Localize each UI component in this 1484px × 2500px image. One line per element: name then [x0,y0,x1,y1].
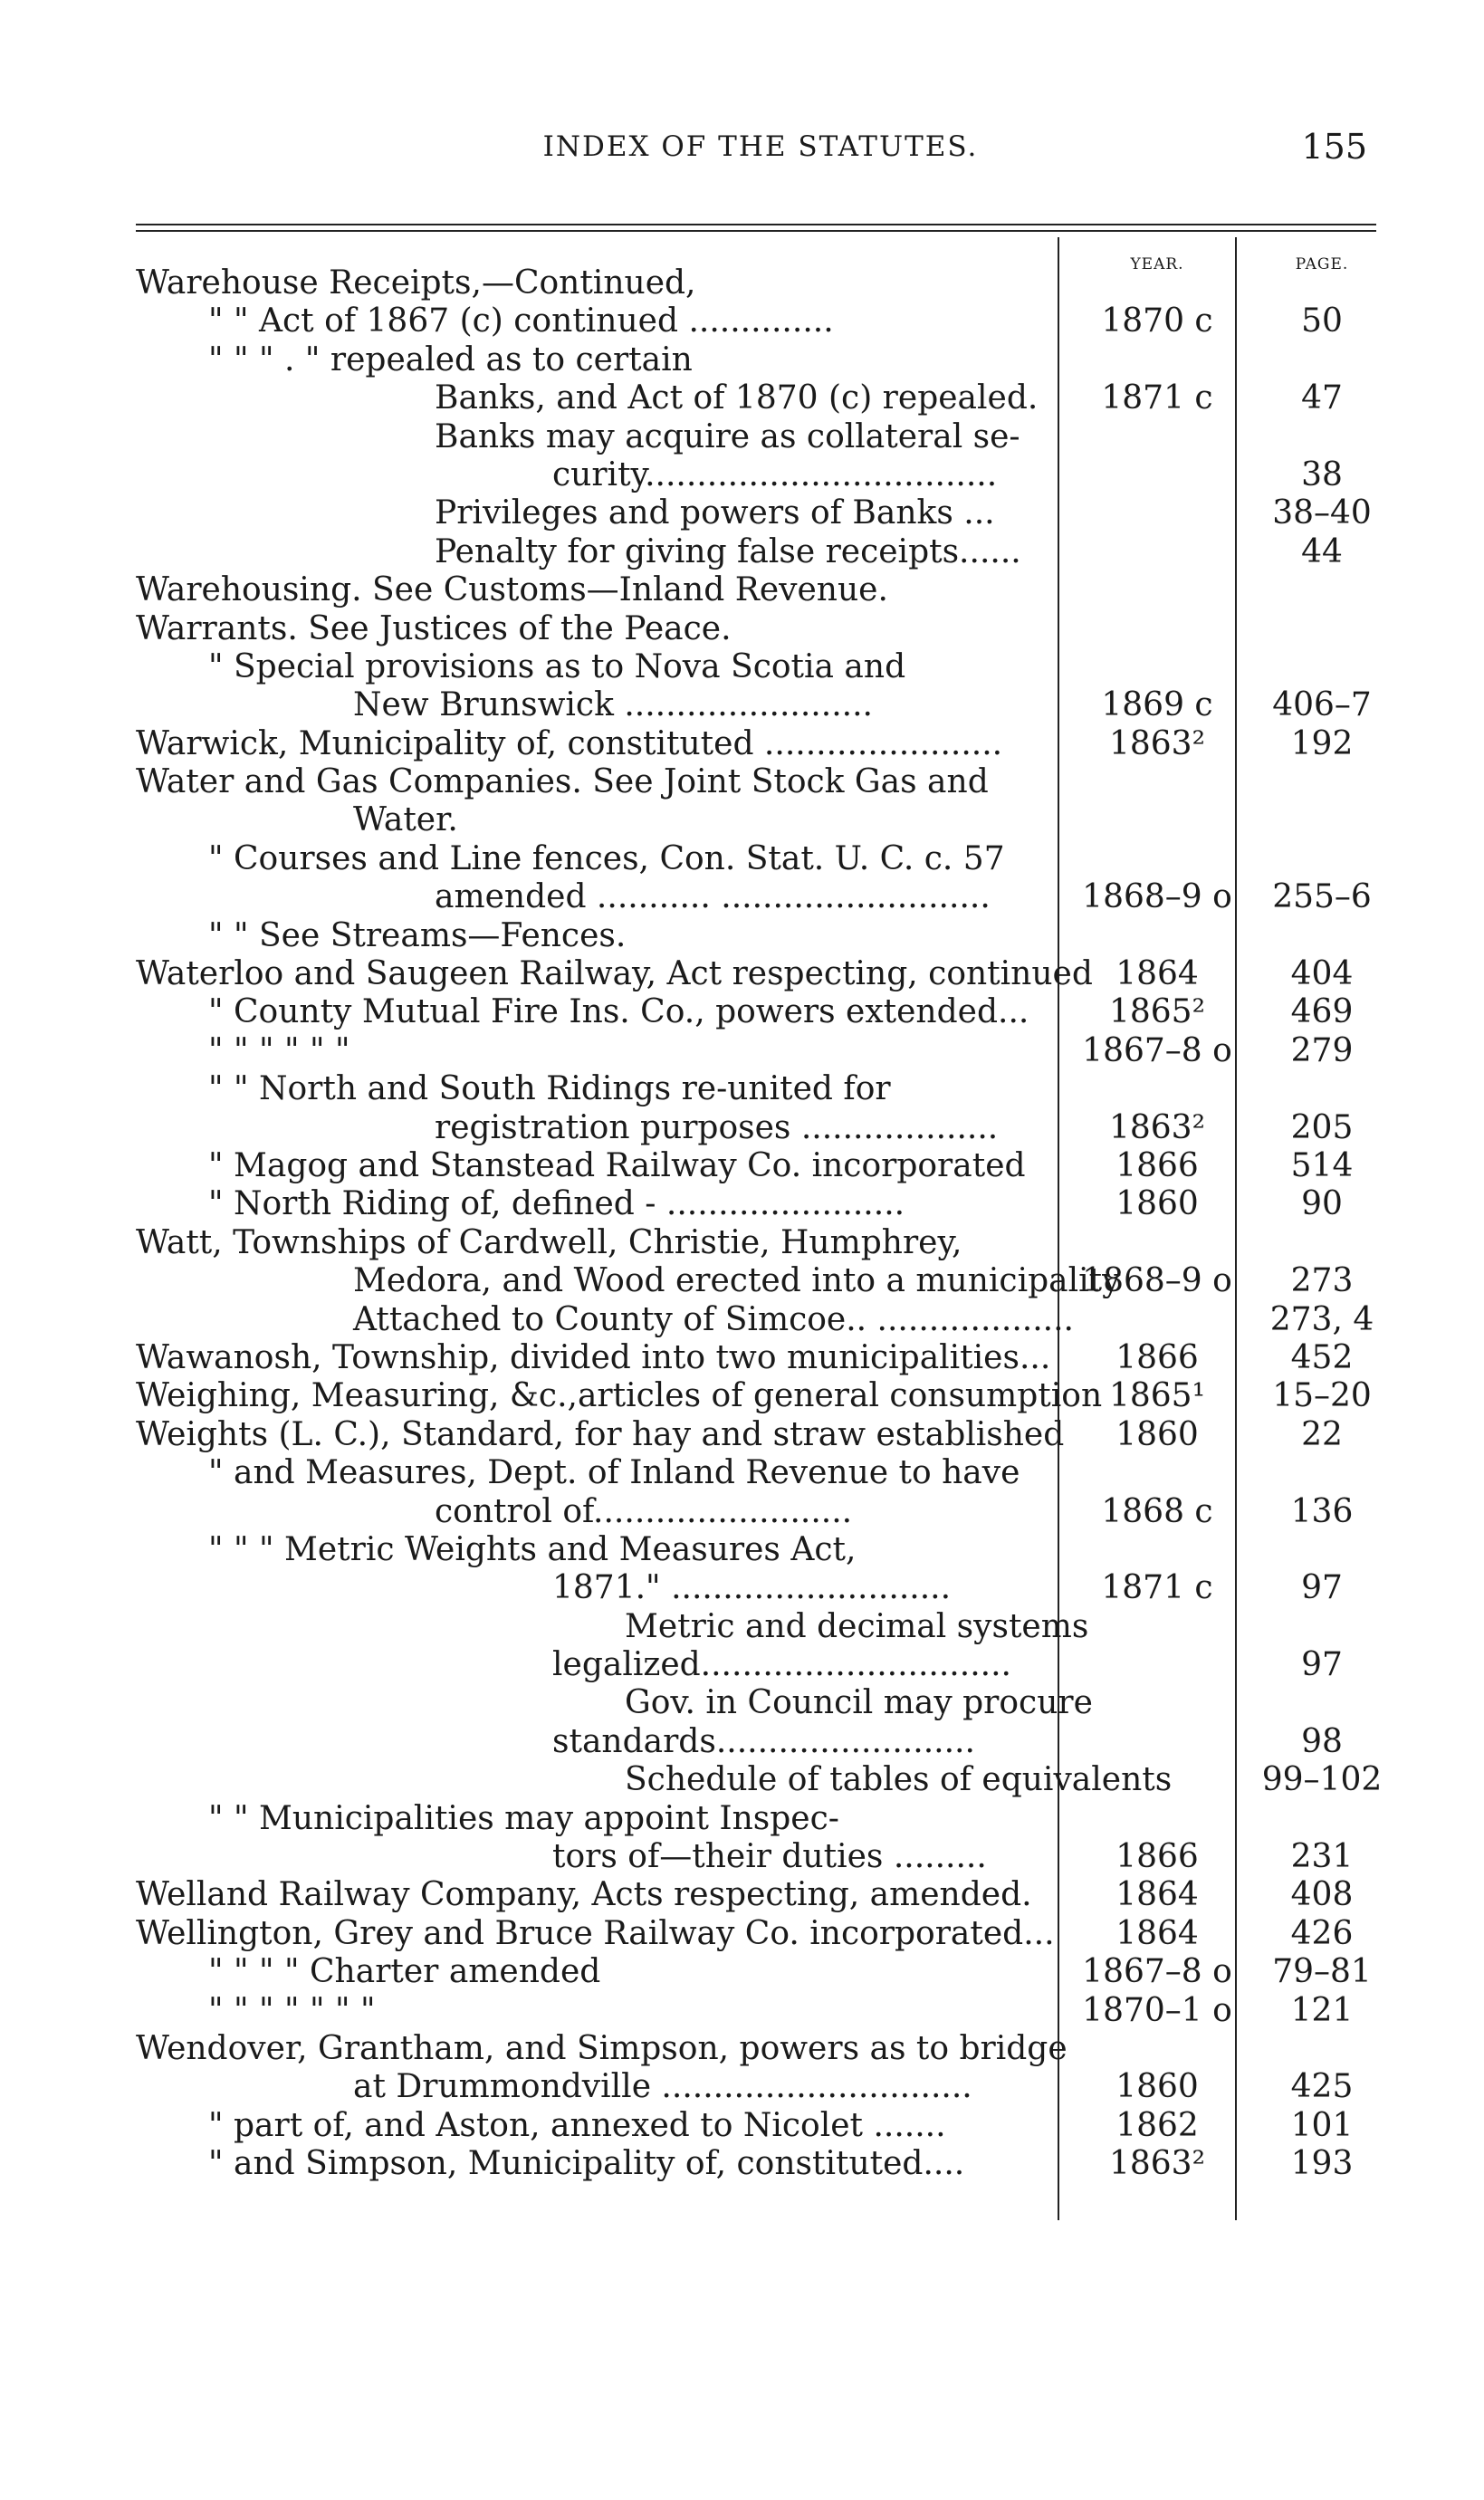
entry-text: Warwick, Municipality of, constituted ....................... [136,724,1003,762]
entry-year: 1868–9 o [1082,878,1232,916]
entry-year: 1866 [1115,1338,1199,1376]
entry-page: 99–102 [1261,1761,1383,1799]
entry-year: 1868–9 o [1082,1262,1232,1300]
entry-year: 1865¹ [1108,1377,1206,1415]
index-entry-row [136,1608,1403,1646]
entry-page: 90 [1301,1185,1343,1223]
entry-year: 1871 c [1101,1569,1213,1607]
entry-page: 193 [1290,2145,1354,2183]
entry-page: 408 [1290,1876,1354,1914]
entry-text: Medora, and Wood erected into a municipality [353,1262,1121,1300]
entry-page: 22 [1301,1415,1343,1453]
index-entry-row [136,1070,1403,1108]
entry-page: 192 [1290,724,1354,762]
entry-year: 1871 c [1101,379,1213,417]
index-entry-row [136,264,1403,302]
index-entry-row [136,2068,1403,2106]
entry-text: Penalty for giving false receipts...... [435,532,1021,570]
header-rule-bottom [136,230,1376,232]
entry-year: 1867–8 o [1082,1031,1232,1069]
index-entry-row [136,1646,1403,1684]
entry-page: 425 [1290,2068,1354,2106]
entry-text: " " " " Charter amended [208,1953,601,1991]
entry-page: 44 [1301,532,1343,570]
index-entry-row [136,379,1403,417]
index-entry-row [136,1416,1403,1454]
entry-year: 1866 [1115,1838,1199,1876]
entry-text: " " Act of 1867 (c) continued .............. [208,302,834,340]
entry-year: 1860 [1115,1415,1199,1453]
entry-page: 231 [1290,1838,1354,1876]
entry-text: " " " " " " " [208,1991,376,2029]
entry-text: legalized.............................. [552,1646,1011,1684]
entry-year: 1867–8 o [1082,1953,1232,1991]
entry-text: Waterloo and Saugeen Railway, Act respecting, continued [136,955,1093,993]
entry-text: " and Simpson, Municipality of, constituted.... [208,2145,965,2183]
index-entry-row [136,763,1403,801]
index-entry-row [136,955,1403,993]
entry-year: 1860 [1115,1185,1199,1223]
page-header [136,127,1385,172]
entry-page: 255–6 [1272,878,1372,916]
index-entry-row [136,1377,1403,1415]
entry-text: " Magog and Stanstead Railway Co. incorporated [208,1146,1026,1184]
index-entry-row [136,1876,1403,1914]
entry-text: 1871." ........................... [552,1569,952,1607]
entry-year: 1868 c [1101,1492,1213,1530]
index-entry-row [136,1838,1403,1876]
entry-text: Gov. in Council may procure [625,1684,1093,1722]
entry-text: standards......................... [552,1722,975,1760]
entry-page: 404 [1290,955,1354,993]
entry-page: 406–7 [1272,686,1372,724]
index-entry-row [136,993,1403,1031]
index-entry-row [136,533,1403,571]
entry-text: Banks, and Act of 1870 (c) repealed. [435,379,1039,417]
entry-year: 1869 c [1101,686,1213,724]
index-entry-row [136,1109,1403,1147]
entry-page: 79–81 [1272,1953,1372,1991]
entry-text: Water. [353,801,458,839]
header-rule-top [136,224,1376,225]
year-column-heading: YEAR. [1130,255,1184,273]
entry-text: " " North and South Ridings re-united for [208,1070,891,1108]
entry-text: " " " Metric Weights and Measures Act, [208,1530,857,1568]
entry-text: " and Measures, Dept. of Inland Revenue to have [208,1454,1020,1492]
index-entry-row [136,1262,1403,1300]
entry-page: 47 [1301,379,1343,417]
index-entry-row [136,1147,1403,1185]
entry-text: Wellington, Grey and Bruce Railway Co. incorporated... [136,1914,1055,1952]
index-entry-row [136,302,1403,340]
index-entry-row [136,1493,1403,1531]
entry-page: 279 [1290,1031,1354,1069]
entry-text: at Drummondville .............................. [353,2068,972,2106]
entry-text: Banks may acquire as collateral se- [435,417,1020,455]
entry-text: Warrants. See Justices of the Peace. [136,609,732,647]
entry-text: Wawanosh, Township, divided into two municipalities... [136,1338,1051,1376]
entry-text: Privileges and powers of Banks ... [435,494,995,532]
entry-year: 1864 [1115,1876,1199,1914]
entry-text: amended ........... .......................... [435,878,991,916]
index-entry-row [136,1915,1403,1953]
entry-text: tors of—their duties ......... [552,1838,987,1876]
index-entry-row [136,456,1403,494]
entry-year: 1860 [1115,2068,1199,2106]
index-entry-row [136,686,1403,724]
entry-text: " Special provisions as to Nova Scotia and [208,647,906,685]
index-entry-row [136,1224,1403,1262]
entry-page: 136 [1290,1492,1354,1530]
entry-page: 273, 4 [1269,1300,1374,1338]
entry-page: 273 [1290,1262,1354,1300]
entry-page: 38 [1301,455,1343,493]
entry-year: 1870–1 o [1082,1991,1232,2029]
entry-text: " " Municipalities may appoint Inspec- [208,1799,839,1837]
entry-year: 1870 c [1101,302,1213,340]
index-entry-row [136,840,1403,878]
entry-page: 205 [1290,1108,1354,1146]
index-entry-row [136,1301,1403,1339]
entry-text: " part of, and Aston, annexed to Nicolet ....... [208,2106,946,2144]
index-entry-row [136,2030,1403,2068]
entry-page: 15–20 [1272,1377,1372,1415]
entry-year: 1862 [1115,2106,1199,2144]
entry-page: 426 [1290,1914,1354,1952]
index-entry-row [136,1953,1403,1991]
entry-text: Welland Railway Company, Acts respecting, amended. [136,1876,1032,1914]
entry-text: curity.................................. [552,455,998,493]
page-number: 155 [1301,127,1367,167]
index-entry-row [136,1454,1403,1492]
index-entry-row [136,1032,1403,1070]
entry-year: 1865² [1108,993,1206,1031]
entry-page: 121 [1290,1991,1354,2029]
entry-page: 452 [1290,1338,1354,1376]
index-entry-row [136,917,1403,955]
index-entries [136,264,1403,2184]
entry-year: 1863² [1108,1108,1206,1146]
entry-page: 469 [1290,993,1354,1031]
index-entry-row [136,341,1403,379]
entry-text: registration purposes ................... [435,1108,999,1146]
entry-text: " " See Streams—Fences. [208,916,627,954]
entry-text: Attached to County of Simcoe.. ................... [353,1300,1074,1338]
entry-page: 50 [1301,302,1343,340]
entry-text: " " " " " " [208,1031,350,1069]
entry-text: Weighing, Measuring, &c.,articles of general consumption [136,1377,1103,1415]
index-entry-row [136,418,1403,456]
entry-text: control of......................... [435,1492,853,1530]
entry-text: Warehouse Receipts,—Continued, [136,264,696,302]
index-entry-row [136,801,1403,839]
index-entry-row [136,2107,1403,2145]
index-entry-row [136,1339,1403,1377]
index-entry-row [136,2145,1403,2183]
entry-page: 98 [1301,1722,1343,1760]
index-entry-row [136,1531,1403,1569]
index-entry-row [136,610,1403,648]
entry-year: 1866 [1115,1146,1199,1184]
entry-text: Water and Gas Companies. See Joint Stock Gas and [136,763,989,801]
index-entry-row [136,725,1403,763]
entry-year: 1864 [1115,1914,1199,1952]
index-entry-row [136,494,1403,532]
index-entry-row [136,878,1403,916]
page-column-heading: PAGE. [1295,255,1349,273]
index-entry-row [136,1684,1403,1722]
entry-year: 1863² [1108,2145,1206,2183]
index-entry-row [136,1800,1403,1838]
index-entry-row [136,1569,1403,1607]
entry-page: 514 [1290,1146,1354,1184]
entry-text: " North Riding of, defined - ....................... [208,1185,905,1223]
entry-text: New Brunswick ........................ [353,686,873,724]
entry-text: " " " . " repealed as to certain [208,340,693,378]
entry-text: " County Mutual Fire Ins. Co., powers extended... [208,993,1029,1031]
entry-page: 101 [1290,2106,1354,2144]
index-entry-row [136,648,1403,686]
entry-page: 97 [1301,1646,1343,1684]
entry-text: Schedule of tables of equivalents [625,1761,1173,1799]
index-entry-row [136,1761,1403,1799]
index-entry-row [136,1723,1403,1761]
entry-text: Metric and decimal systems [625,1607,1089,1645]
entry-text: Watt, Townships of Cardwell, Christie, Humphrey, [136,1223,962,1261]
running-title: INDEX OF THE STATUTES. [542,130,979,163]
entry-year: 1864 [1115,955,1199,993]
entry-year: 1863² [1108,724,1206,762]
index-entry-row [136,571,1403,609]
index-entry-row [136,1992,1403,2030]
entry-text: Wendover, Grantham, and Simpson, powers as to bridge [136,2029,1068,2067]
entry-text: Weights (L. C.), Standard, for hay and straw established [136,1415,1065,1453]
entry-text: Warehousing. See Customs—Inland Revenue. [136,571,888,609]
entry-page: 38–40 [1272,494,1372,532]
entry-page: 97 [1301,1569,1343,1607]
index-entry-row [136,1185,1403,1223]
entry-text: " Courses and Line fences, Con. Stat. U. C. c. 57 [208,839,1005,877]
